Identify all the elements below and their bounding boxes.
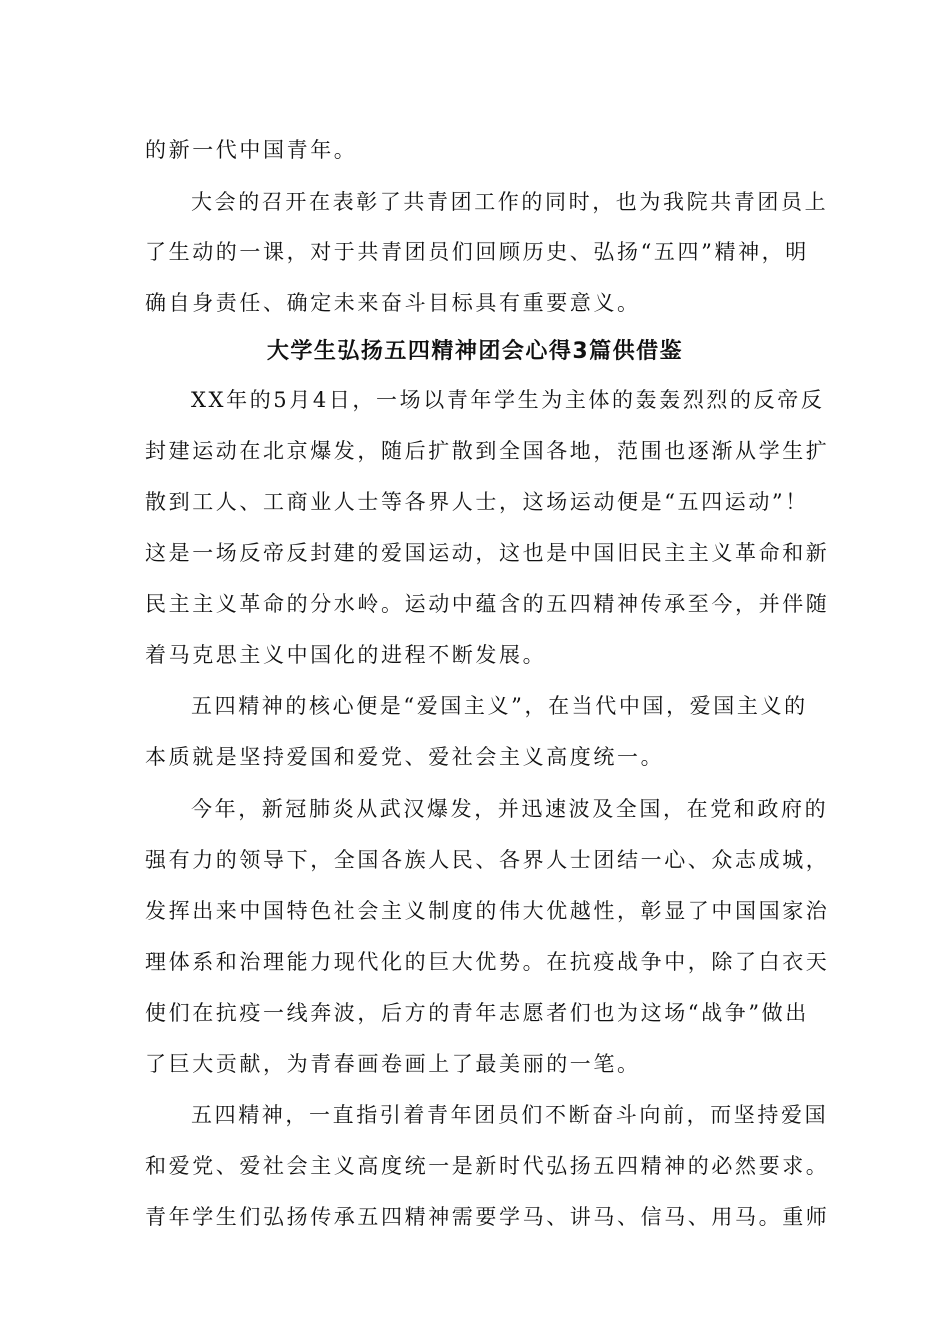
paragraph-first-line: XX年的5月4日，一场以青年学生为主体的轰轰烈烈的反帝反 [191, 388, 825, 412]
section-title: 大学生弘扬五四精神团会心得3篇供借鉴 [266, 339, 684, 364]
text-line: 发挥出来中国特色社会主义制度的伟大优越性，彰显了中国国家治 [145, 899, 830, 923]
paragraph-first-line: 五四精神的核心便是“爱国主义”，在当代中国，爱国主义的 [191, 694, 808, 718]
text-line: 封建运动在北京爆发，随后扩散到全国各地，范围也逐渐从学生扩 [145, 439, 830, 463]
paragraph-first-line: 大会的召开在表彰了共青团工作的同时，也为我院共青团员上 [191, 190, 829, 214]
text-line: 使们在抗疫一线奔波，后方的青年志愿者们也为这场“战争”做出 [145, 1001, 809, 1025]
text-line: 这是一场反帝反封建的爱国运动，这也是中国旧民主主义革命和新 [145, 541, 830, 565]
text-line: 确自身责任、确定未来奋斗目标具有重要意义。 [145, 291, 641, 315]
text-line: 民主主义革命的分水岭。运动中蕴含的五四精神传承至今，并伴随 [145, 592, 830, 616]
text-line: 的新一代中国青年。 [145, 138, 358, 162]
text-line: 散到工人、工商业人士等各界人士，这场运动便是“五四运动”！ [145, 490, 809, 514]
text-line: 和爱党、爱社会主义高度统一是新时代弘扬五四精神的必然要求。 [145, 1154, 830, 1178]
text-line: 了巨大贡献，为青春画卷画上了最美丽的一笔。 [145, 1052, 641, 1076]
text-line: 着马克思主义中国化的进程不断发展。 [145, 643, 547, 667]
text-line: 了生动的一课，对于共青团员们回顾历史、弘扬“五四”精神，明 [145, 240, 809, 264]
paragraph-first-line: 五四精神，一直指引着青年团员们不断奋斗向前，而坚持爱国 [191, 1103, 829, 1127]
text-line: 强有力的领导下，全国各族人民、各界人士团结一心、众志成城， [145, 848, 830, 872]
paragraph-first-line: 今年，新冠肺炎从武汉爆发，并迅速波及全国，在党和政府的 [191, 797, 829, 821]
text-line: 本质就是坚持爱国和爱党、爱社会主义高度统一。 [145, 745, 665, 769]
text-line: 理体系和治理能力现代化的巨大优势。在抗疫战争中，除了白衣天 [145, 950, 830, 974]
text-line: 青年学生们弘扬传承五四精神需要学马、讲马、信马、用马。重师 [145, 1205, 830, 1229]
